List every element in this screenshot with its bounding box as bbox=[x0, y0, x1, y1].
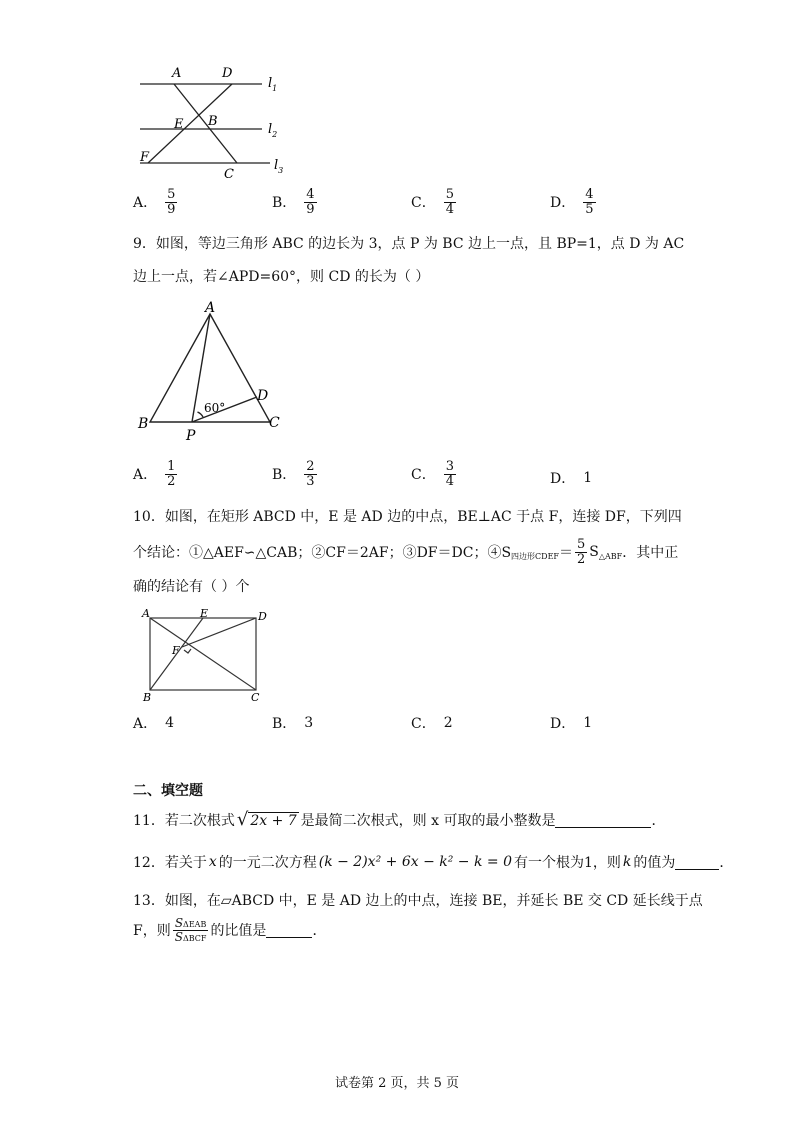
q10-option-b: B． 3 bbox=[272, 715, 314, 732]
label-D: D bbox=[258, 610, 267, 623]
q9-text-line2: 边上一点，若∠APD=60°，则 CD 的长为（ ） bbox=[133, 269, 430, 285]
label-D: D bbox=[222, 66, 233, 81]
label-C: C bbox=[251, 691, 260, 704]
label-l3: $l_3$ bbox=[274, 158, 284, 175]
answer-blank[interactable] bbox=[266, 923, 312, 938]
parallel-lines-figure bbox=[130, 60, 300, 185]
label-B: B bbox=[143, 691, 152, 704]
q9-option-a: A． $\frac{1}{2}$ bbox=[133, 459, 176, 489]
q10-text-line1: 10．如图，在矩形 ABCD 中，E 是 AD 边的中点，BE⊥AC 于点 F，连接 DF，下列四 bbox=[133, 509, 682, 525]
q8-option-a: A． $\frac{5}{9}$ bbox=[133, 187, 176, 217]
label-E: E bbox=[200, 607, 209, 620]
label-A: A bbox=[172, 66, 182, 81]
page-footer: 试卷第 2 页，共 5 页 bbox=[334, 1076, 460, 1091]
label-F: F bbox=[172, 644, 180, 657]
q8-option-d: D． $\frac{4}{5}$ bbox=[550, 187, 594, 217]
label-B: B bbox=[138, 416, 149, 432]
q9-option-c: C． $\frac{3}{4}$ bbox=[411, 459, 454, 489]
q13-text-line2: F，则 $\frac{\text{SΔEAB}}{\text{SΔBCF}}$ 的比值是 ． bbox=[133, 916, 327, 944]
q9-option-d: D． 1 bbox=[550, 470, 593, 487]
section-heading: 二、填空题 bbox=[133, 783, 203, 799]
label-C: C bbox=[269, 415, 280, 431]
q10-option-d: D． 1 bbox=[550, 715, 593, 732]
label-P: P bbox=[186, 428, 196, 444]
label-l2: $l_2$ bbox=[268, 122, 278, 139]
rectangle-figure bbox=[138, 606, 268, 704]
q10-text-line3: 确的结论有（ ）个 bbox=[133, 579, 250, 595]
label-F: F bbox=[140, 150, 150, 165]
q8-option-c: C． $\frac{5}{4}$ bbox=[411, 187, 454, 217]
triangle-figure bbox=[130, 300, 300, 445]
label-E: E bbox=[174, 117, 184, 132]
label-l1: $l_1$ bbox=[268, 76, 278, 93]
q10-text-line2: 个结论：①△AEF∽△CAB；②CF＝2AF；③DF＝DC；④S 四边形CDEF ＝ $\frac{5}{2}$ S △ABF ．其中正 bbox=[133, 537, 679, 567]
q8-option-b: B． $\frac{4}{9}$ bbox=[272, 187, 315, 217]
answer-blank[interactable] bbox=[675, 855, 719, 870]
sqrt-expression: √ 2x + 7 bbox=[236, 809, 297, 830]
angle-label: 60° bbox=[204, 401, 226, 415]
q12-text: 12．若关于 x 的一元二次方程 (k − 2)x² + 6x − k² − k = 0 有一个根为1，则 k 的值为 ． bbox=[133, 854, 734, 871]
label-A: A bbox=[205, 300, 216, 316]
label-C: C bbox=[224, 167, 234, 182]
label-D: D bbox=[257, 388, 269, 404]
q9-option-b: B． $\frac{2}{3}$ bbox=[272, 459, 315, 489]
q13-text-line1: 13．如图，在▱ABCD 中，E 是 AD 边上的中点，连接 BE，并延长 BE 交 CD 延长线于点 bbox=[133, 893, 703, 909]
label-B: B bbox=[208, 114, 218, 129]
q10-option-a: A． 4 bbox=[133, 715, 175, 732]
q9-text-line1: 9．如图，等边三角形 ABC 的边长为 3，点 P 为 BC 边上一点，且 BP=1，点 D 为 AC bbox=[133, 236, 685, 252]
q10-option-c: C． 2 bbox=[411, 715, 453, 732]
answer-blank[interactable] bbox=[555, 813, 651, 828]
q11-text: 11．若二次根式 √ 2x + 7 是最简二次根式，则 x 可取的最小整数是 ． bbox=[133, 809, 666, 830]
label-A: A bbox=[142, 607, 150, 620]
